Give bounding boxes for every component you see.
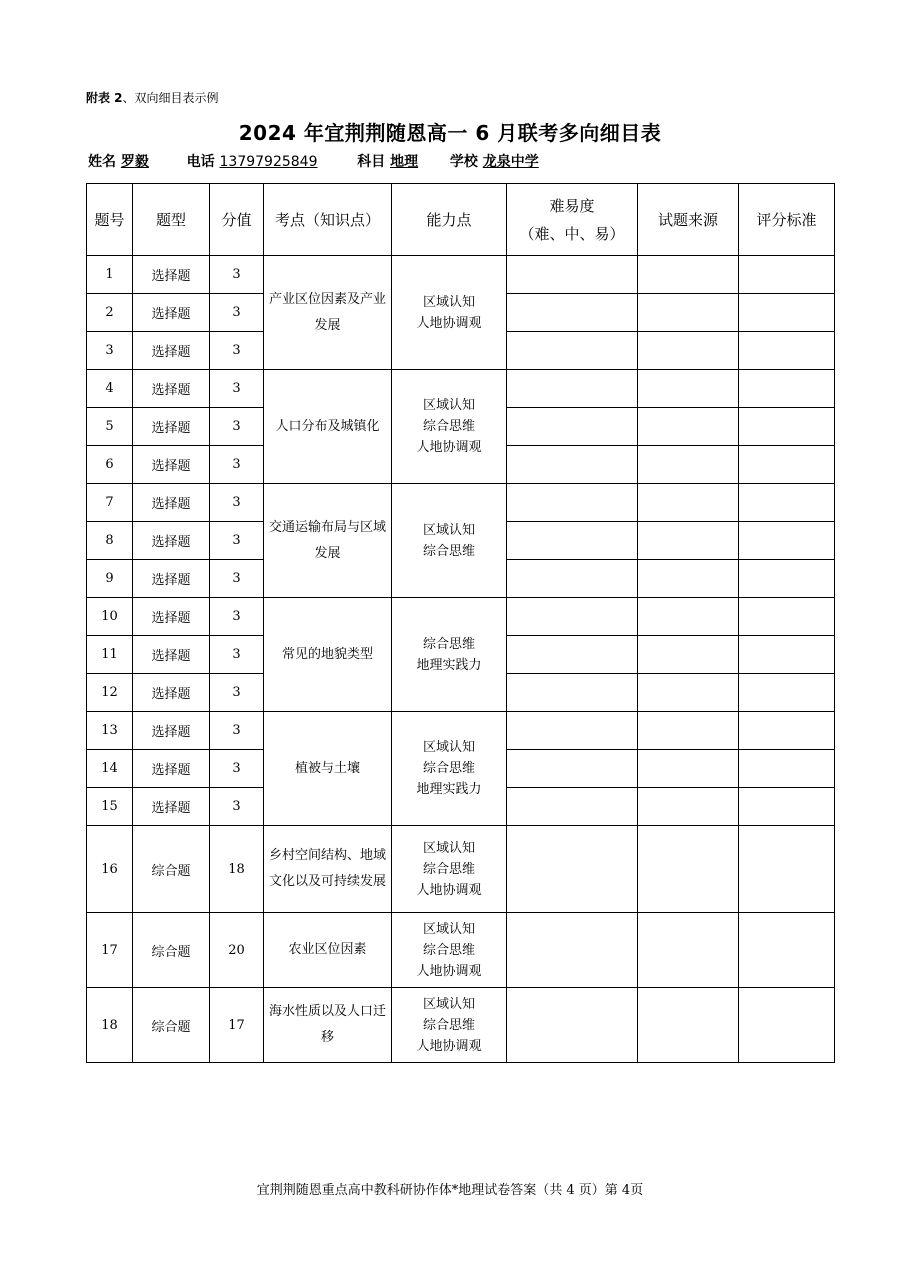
ability-item: 综合思维 [422, 861, 475, 877]
ability-item: 综合思维 [422, 636, 475, 652]
question-type: 选择题 [133, 560, 210, 598]
header-score: 分值 [210, 184, 264, 256]
difficulty-cell [507, 988, 638, 1063]
source-cell [638, 408, 739, 446]
difficulty-cell [507, 826, 638, 913]
question-score: 3 [210, 598, 264, 636]
table-row [87, 484, 835, 522]
difficulty-cell [507, 408, 638, 446]
table-row [87, 913, 835, 988]
source-cell [638, 294, 739, 332]
difficulty-cell [507, 522, 638, 560]
spec-table [86, 183, 835, 1063]
source-cell [638, 636, 739, 674]
ability-item: 区域认知 [422, 398, 475, 413]
criteria-cell [739, 712, 835, 750]
info-line [88, 151, 539, 171]
ability-cell [392, 598, 507, 712]
question-score: 3 [210, 712, 264, 750]
question-number: 3 [87, 332, 133, 370]
ability-cell [392, 370, 507, 484]
question-score: 3 [210, 370, 264, 408]
page-footer: 宜荆荆随恩重点高中教科研协作体*地理试卷答案（共 4 页）第 4页 [256, 1183, 644, 1198]
question-number: 18 [87, 988, 133, 1063]
question-number: 12 [87, 674, 133, 712]
header-topic: 考点（知识点） [264, 184, 392, 256]
ability-item: 人地协调观 [416, 315, 482, 331]
ability-item: 综合思维 [422, 419, 475, 434]
ability-item: 综合思维 [422, 543, 475, 559]
criteria-cell [739, 988, 835, 1063]
criteria-cell [739, 256, 835, 294]
phone-label: 电话 [186, 154, 215, 170]
table-row [87, 988, 835, 1063]
ability-item: 地理实践力 [416, 657, 482, 673]
topic-cell: 产业区位因素及产业发展 [264, 256, 392, 370]
ability-cell [392, 988, 507, 1063]
ability-item: 区域认知 [422, 294, 475, 310]
criteria-cell [739, 484, 835, 522]
source-cell [638, 788, 739, 826]
ability-item: 综合思维 [422, 761, 475, 776]
criteria-cell [739, 913, 835, 988]
difficulty-cell [507, 560, 638, 598]
question-number: 4 [87, 370, 133, 408]
ability-cell [392, 913, 507, 988]
question-type: 综合题 [133, 988, 210, 1063]
header-source: 试题来源 [638, 184, 739, 256]
difficulty-cell [507, 712, 638, 750]
question-type: 选择题 [133, 256, 210, 294]
table-row [87, 598, 835, 636]
ability-item: 区域认知 [422, 921, 475, 937]
question-number: 6 [87, 446, 133, 484]
header-difficulty-line1: 难易度 [549, 196, 595, 215]
source-cell [638, 712, 739, 750]
ability-item: 综合思维 [422, 942, 475, 958]
table-row [87, 370, 835, 408]
ability-item: 人地协调观 [416, 1038, 482, 1054]
question-score: 3 [210, 446, 264, 484]
question-score: 17 [210, 988, 264, 1063]
question-number: 11 [87, 636, 133, 674]
ability-item: 区域认知 [422, 840, 475, 856]
subject-value: 地理 [390, 154, 419, 170]
table-row [87, 256, 835, 294]
question-type: 综合题 [133, 826, 210, 913]
header-row [87, 184, 835, 256]
difficulty-cell [507, 636, 638, 674]
topic-cell: 植被与土壤 [264, 712, 392, 826]
attachment-number: 附表 2 [86, 91, 123, 105]
source-cell [638, 598, 739, 636]
question-score: 3 [210, 522, 264, 560]
page-title: 2024 年宜荆荆随恩高一 6 月联考多向细目表 [238, 121, 662, 145]
question-score: 20 [210, 913, 264, 988]
question-score: 3 [210, 408, 264, 446]
header-difficulty-line2: （难、中、易） [519, 224, 625, 243]
ability-item: 人地协调观 [416, 882, 482, 898]
source-cell [638, 446, 739, 484]
topic-cell: 人口分布及城镇化 [264, 370, 392, 484]
criteria-cell [739, 636, 835, 674]
question-score: 3 [210, 674, 264, 712]
source-cell [638, 560, 739, 598]
header-ability: 能力点 [392, 184, 507, 256]
attachment-text: 、双向细目表示例 [122, 91, 219, 105]
question-type: 选择题 [133, 370, 210, 408]
question-type: 选择题 [133, 674, 210, 712]
ability-item: 综合思维 [422, 1017, 475, 1033]
question-number: 7 [87, 484, 133, 522]
question-number: 13 [87, 712, 133, 750]
question-type: 选择题 [133, 332, 210, 370]
question-type: 选择题 [133, 294, 210, 332]
question-number: 15 [87, 788, 133, 826]
source-cell [638, 988, 739, 1063]
criteria-cell [739, 750, 835, 788]
difficulty-cell [507, 256, 638, 294]
ability-item: 区域认知 [422, 522, 475, 538]
question-score: 3 [210, 636, 264, 674]
source-cell [638, 522, 739, 560]
ability-cell [392, 826, 507, 913]
criteria-cell [739, 370, 835, 408]
ability-item: 区域认知 [422, 996, 475, 1012]
criteria-cell [739, 560, 835, 598]
question-type: 选择题 [133, 484, 210, 522]
question-number: 2 [87, 294, 133, 332]
question-type: 选择题 [133, 598, 210, 636]
question-number: 10 [87, 598, 133, 636]
source-cell [638, 674, 739, 712]
header-criteria: 评分标准 [739, 184, 835, 256]
question-number: 8 [87, 522, 133, 560]
source-cell [638, 750, 739, 788]
question-score: 3 [210, 788, 264, 826]
question-number: 1 [87, 256, 133, 294]
difficulty-cell [507, 446, 638, 484]
ability-item: 区域认知 [422, 740, 475, 755]
source-cell [638, 332, 739, 370]
criteria-cell [739, 408, 835, 446]
criteria-cell [739, 598, 835, 636]
header-number: 题号 [87, 184, 133, 256]
question-type: 选择题 [133, 750, 210, 788]
question-score: 3 [210, 484, 264, 522]
topic-cell: 常见的地貌类型 [264, 598, 392, 712]
ability-item: 人地协调观 [416, 440, 482, 455]
attachment-label [86, 89, 219, 106]
question-score: 3 [210, 560, 264, 598]
source-cell [638, 826, 739, 913]
name-value: 罗毅 [120, 154, 149, 170]
difficulty-cell [507, 484, 638, 522]
ability-cell [392, 712, 507, 826]
question-type: 选择题 [133, 408, 210, 446]
topic-cell: 海水性质以及人口迁移 [264, 988, 392, 1063]
source-cell [638, 913, 739, 988]
table-row [87, 712, 835, 750]
criteria-cell [739, 294, 835, 332]
question-number: 5 [87, 408, 133, 446]
criteria-cell [739, 674, 835, 712]
source-cell [638, 370, 739, 408]
question-score: 18 [210, 826, 264, 913]
question-score: 3 [210, 256, 264, 294]
school-label: 学校 [449, 154, 478, 170]
ability-item: 地理实践力 [416, 782, 482, 797]
topic-cell: 交通运输布局与区域发展 [264, 484, 392, 598]
difficulty-cell [507, 674, 638, 712]
question-number: 14 [87, 750, 133, 788]
criteria-cell [739, 332, 835, 370]
difficulty-cell [507, 750, 638, 788]
criteria-cell [739, 446, 835, 484]
table-row [87, 826, 835, 913]
ability-cell [392, 256, 507, 370]
topic-cell: 农业区位因素 [264, 913, 392, 988]
ability-item: 人地协调观 [416, 963, 482, 979]
topic-cell: 乡村空间结构、地域文化以及可持续发展 [264, 826, 392, 913]
question-type: 选择题 [133, 522, 210, 560]
difficulty-cell [507, 332, 638, 370]
difficulty-cell [507, 370, 638, 408]
question-type: 选择题 [133, 446, 210, 484]
phone-value: 13797925849 [219, 154, 318, 170]
question-number: 9 [87, 560, 133, 598]
criteria-cell [739, 826, 835, 913]
source-cell [638, 256, 739, 294]
difficulty-cell [507, 294, 638, 332]
name-label: 姓名 [88, 154, 116, 170]
difficulty-cell [507, 788, 638, 826]
question-score: 3 [210, 750, 264, 788]
difficulty-cell [507, 913, 638, 988]
table-body [87, 256, 835, 1063]
question-number: 16 [87, 826, 133, 913]
source-cell [638, 484, 739, 522]
question-type: 选择题 [133, 712, 210, 750]
criteria-cell [739, 522, 835, 560]
question-type: 选择题 [133, 788, 210, 826]
school-value: 龙泉中学 [482, 154, 539, 170]
question-number: 17 [87, 913, 133, 988]
criteria-cell [739, 788, 835, 826]
difficulty-cell [507, 598, 638, 636]
question-score: 3 [210, 294, 264, 332]
question-type: 综合题 [133, 913, 210, 988]
question-score: 3 [210, 332, 264, 370]
header-difficulty [507, 184, 638, 256]
ability-cell [392, 484, 507, 598]
question-type: 选择题 [133, 636, 210, 674]
header-type: 题型 [133, 184, 210, 256]
subject-label: 科目 [357, 154, 386, 170]
